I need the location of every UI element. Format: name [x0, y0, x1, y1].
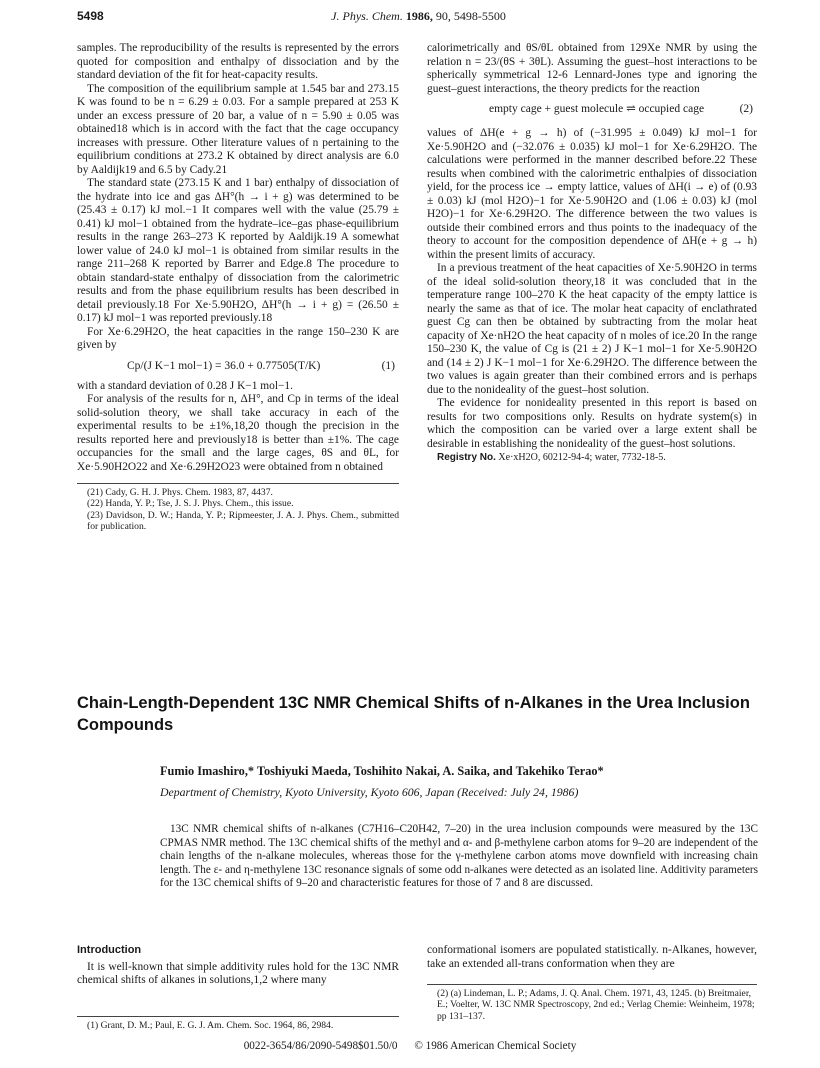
footnote: (21) Cady, G. H. J. Phys. Chem. 1983, 87, 4437.	[87, 487, 273, 498]
abstract-text: 13C NMR chemical shifts of n-alkanes (C7H16–C20H42, 7–20) in the urea inclusion compounds were measured by the 13C CPMAS NMR method. The 13C chemical shifts of the methyl and α- and β-methylene carbon atoms for 9–20 are independent of the chain lengths of the n-alkane molecules, whereas those for the γ-methylene carbon atoms move downfield with increasing chain length. The ε- and η-methylene 13C resonance signals of some odd n-alkanes were detected as an isolated line. Additivity parameters for the 13C chemical shifts of 9–20 and characteristic features for those of 7 and 8 are discussed.	[160, 823, 758, 889]
equation-1	[77, 356, 399, 378]
equation-body: Cp/(J K−1 mol−1) = 36.0 + 0.77505(T/K)	[127, 359, 321, 372]
footnote: (23) Davidson, D. W.; Handa, Y. P.; Ripmeester, J. A. J. Phys. Chem., submitted for publication.	[87, 509, 399, 532]
paragraph: conformational isomers are populated statistically. n-Alkanes, however, take an extended all-trans conformation when they are	[427, 944, 757, 970]
footer-copyright: © 1986 American Chemical Society	[414, 1040, 577, 1052]
journal-name: J. Phys. Chem.	[331, 9, 403, 23]
journal-volume-pages: 90, 5498-5500	[435, 9, 506, 23]
running-header	[77, 9, 760, 27]
paragraph: with a standard deviation of 0.28 J K−1 mol−1.	[77, 379, 293, 392]
registry-numbers	[427, 451, 757, 465]
registry-text: Xe·xH2O, 60212-94-4; water, 7732-18-5.	[498, 452, 666, 463]
footnote-rule	[77, 1016, 399, 1017]
paragraph: The evidence for nonideality presented in this report is based on results for two compositions only. Results on hydrate system(s) in which the composition can be varied over a large extent shall be desirable in establishing the nonideality of the guest–host solutions.	[427, 397, 757, 450]
section-heading: Introduction	[77, 944, 142, 956]
paragraph: For analysis of the results for n, ΔH°, and Cp in terms of the ideal solid-solution theory, we shall take accuracy in each of the experimental results to be ±1%,18,20 though the precision in the results reported here and previously18 is better than ±1%. The cage occupancies for the small and the large cages, θS and θL, for Xe·5.90H2O22 and Xe·6.29H2O23 were obtained from n obtained	[77, 393, 399, 473]
footnote-block-right	[427, 984, 757, 1022]
page-footer	[0, 1040, 820, 1052]
footnotes	[77, 487, 399, 532]
footnote-rule	[77, 483, 399, 484]
article-affiliation: Department of Chemistry, Kyoto University, Kyoto 606, Japan (Received: July 24, 1986)	[160, 785, 579, 799]
paragraph: It is well-known that simple additivity rules hold for the 13C NMR chemical shifts of alkanes in solutions,1,2 where many	[77, 960, 399, 986]
paragraph: The composition of the equilibrium sample at 1.545 bar and 273.15 K was found to be n = 6.29 ± 0.03. For a sample prepared at 253 K under an excess pressure of 20 bar, a value of n = 5.90 ± 0.05 was obtained18 which is in accord with the fact that the cage occupancy increases with pressure. Other literature values of n pertaining to the equilibrium conditions at 273.2 K obtained by direct analysis are 6.0 by Aaldijk19 and 6.5 by Cady.21	[77, 82, 399, 176]
article-title: Chain-Length-Dependent 13C NMR Chemical Shifts of n-Alkanes in the Urea Inclusion Compounds	[77, 694, 750, 734]
page-number: 5498	[77, 9, 104, 23]
article2-left-column	[77, 944, 399, 988]
article-abstract	[160, 823, 758, 891]
journal-year: 1986,	[405, 9, 433, 23]
paragraph: The standard state (273.15 K and 1 bar) enthalpy of dissociation of the hydrate into ice and gas ΔH°(h → i + g) was determined to be (25.43 ± 0.17) kJ mol.−1 It compares well with the value (25.79 ± 0.41) kJ mol−1 obtained from the hydrate–ice–gas phase-equilibrium results in the range 263–273 K reported by Aaldijk.19 A somewhat lower value of 24.0 kJ mol−1 is obtained from similar results in the range 211–268 K reported by Barrer and Edge.8 The procedure to obtain standard-state enthalpy of dissociation from the calorimetric results and from the phase equilibrium results has been described in detail previously.18 For Xe·5.90H2O, ΔH°(h → i + g) = (26.50 ± 0.17) kJ mol−1 was reported previously.18	[77, 177, 399, 324]
article-authors: Fumio Imashiro,* Toshiyuki Maeda, Toshihito Nakai, A. Saika, and Takehiko Terao*	[160, 764, 604, 778]
article2-right-column	[427, 944, 757, 971]
paragraph: For Xe·6.29H2O, the heat capacities in the range 150–230 K are given by	[77, 325, 399, 351]
footnote-block-left	[77, 1016, 399, 1031]
equation-number: (1)	[381, 359, 395, 372]
journal-citation	[77, 9, 760, 24]
equation-2	[427, 99, 757, 125]
paragraph: samples. The reproducibility of the results is represented by the errors quoted for composition and enthalpy of dissociation and by the standard deviation of the fit for heat-capacity results.	[77, 42, 399, 81]
equation-body: empty cage + guest molecule ⇌ occupied cage	[489, 103, 705, 115]
footnote: (2) (a) Lindeman, L. P.; Adams, J. Q. Anal. Chem. 1971, 43, 1245. (b) Breitmaier, E.; Voelter, W. 13C NMR Spectroscopy, 2nd ed.; Verlag Chemie: Weinheim, 1978; pp 131–137.	[437, 988, 755, 1022]
footnote: (1) Grant, D. M.; Paul, E. G. J. Am. Chem. Soc. 1964, 86, 2984.	[87, 1020, 334, 1031]
paragraph: values of ΔH(e + g → h) of (−31.995 ± 0.049) kJ mol−1 for Xe·5.90H2O and (−32.076 ± 0.035) kJ mol−1 for Xe·6.29H2O. The calculations were performed in the manner described before.22 These results when combined with the calorimetric enthalpies of dissociation yield, for the process ice → empty lattice, values of ΔH(i → e) of (0.93 ± 0.03) kJ (mol H2O)−1 for Xe·5.90H2O and (1.06 ± 0.03) kJ (mol H2O)−1 for Xe·6.29H2O. The difference between the two values is outside their combined errors and thus points to the inadequacy of the theory to account for the composition dependence of ΔH(e + g → h) within the present limits of accuracy.	[427, 127, 757, 261]
paragraph: In a previous treatment of the heat capacities of Xe·5.90H2O in terms of the ideal solid-solution theory,18 it was concluded that in the temperature range 100–270 K the heat capacity of the empty lattice is nearly the same as that of ice. The molar heat capacity of enclathrated guest Cg can then be obtained by subtracting from the molar heat capacity of Xe·nH2O the heat capacity of n moles of ice.20 In the range 150–230 K, the value of Cg is (21 ± 2) J K−1 mol−1 for Xe·5.90H2O and (14 ± 2) J K−1 mol−1 for Xe·6.29H2O. The difference between the two values is again greater than their combined errors and is perhaps due to the nonideality of the guest–host solution.	[427, 262, 757, 396]
footer-code: 0022-3654/86/2090-5498$01.50/0	[243, 1040, 398, 1052]
registry-label: Registry No.	[437, 452, 496, 463]
equation-number: (2)	[739, 103, 753, 115]
article1-right-column	[427, 42, 757, 465]
article1-left-column	[77, 42, 399, 532]
footnote-rule	[427, 984, 757, 985]
paragraph: calorimetrically and θS/θL obtained from 129Xe NMR by using the relation n = 23/(θS + 3θL). Assuming the guest–host interactions to be spherically symmetrical 12-6 Lennard-Jones type and ignoring the guest–guest interactions, the theory predicts for the reaction	[427, 42, 757, 95]
footnote: (22) Handa, Y. P.; Tse, J. S. J. Phys. Chem., this issue.	[87, 498, 294, 510]
